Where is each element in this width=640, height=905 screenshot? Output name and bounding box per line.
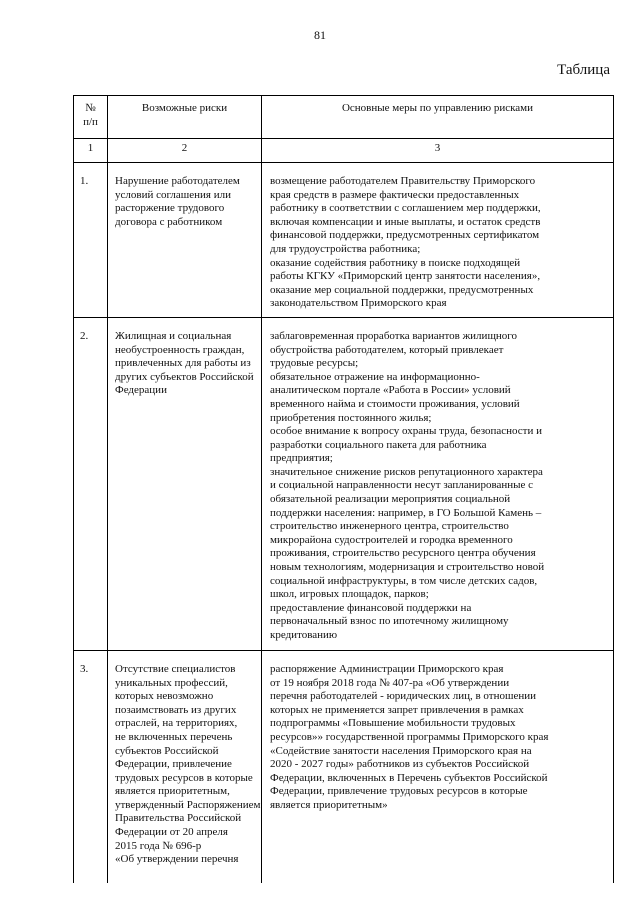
- text-line: поддержки населения: например, в ГО Большой Камень –: [270, 506, 542, 519]
- text-line: разработки социального пакета для работника: [270, 438, 487, 451]
- text-line: уникальных профессий,: [115, 676, 228, 689]
- text-line: отраслей, на территориях,: [115, 717, 238, 730]
- text-line: которых невозможно: [115, 690, 214, 703]
- text-line: работы КГКУ «Приморский центр занятости населения»,: [270, 270, 541, 283]
- text-line: распоряжение Администрации Приморского края: [270, 662, 504, 675]
- text-line: трудовые ресурсы;: [270, 357, 359, 370]
- page-number: 81: [314, 28, 326, 42]
- text-line: 2020 - 2027 годы» работников из субъектов Российской: [270, 758, 530, 771]
- text-line: является приоритетным»: [270, 798, 388, 811]
- text-line: школ, игровых площадок, парков;: [270, 588, 429, 601]
- measures-cell: [262, 650, 614, 883]
- text-line: Отсутствие специалистов: [115, 662, 236, 675]
- text-line: микрорайона судостроителей и городка временного: [270, 533, 513, 546]
- text-line: края средств в размере фактически предоставленных: [270, 188, 520, 201]
- row-number: 1.: [74, 163, 108, 318]
- text-line: «Об утверждении перечня: [115, 853, 239, 866]
- risk-cell: [108, 163, 262, 318]
- text-line: «Содействие занятости населения Приморского края на: [270, 744, 532, 757]
- text-line: предоставление финансовой поддержки на: [270, 601, 472, 614]
- text-line: Жилищная и социальная: [115, 329, 232, 342]
- text-line: обязательное отражение на информационно-: [270, 370, 480, 383]
- text-line: Правительства Российской: [115, 812, 242, 825]
- text-line: которых не применяется запрет привлечения в рамках: [270, 703, 524, 716]
- text-line: Федерации, привлечение трудовых ресурсов в которые: [270, 785, 528, 798]
- table-caption: Таблица: [557, 62, 610, 78]
- text-line: является приоритетным,: [115, 785, 230, 798]
- text-line: не включенных перечень: [115, 730, 233, 743]
- text-line: особое внимание к вопросу охраны труда, безопасности и: [270, 425, 543, 438]
- text-line: Федерации, привлечение: [115, 758, 232, 771]
- text-line: перечня работодателей - юридических лиц, в отношении: [270, 690, 536, 703]
- text-line: приобретения постоянного жилья;: [270, 411, 432, 424]
- text-line: обязательной реализации мероприятия социальной: [270, 493, 511, 506]
- text-line: оказание мер социальной поддержки, предусмотренных: [270, 283, 534, 296]
- text-line: условий соглашения или: [115, 188, 231, 201]
- text-line: проживания, строительство ресурсного центра обучения: [270, 547, 536, 560]
- text-line: первоначальный взнос по ипотечному жилищному: [270, 615, 509, 628]
- text-line: трудовых ресурсов в которые: [115, 771, 253, 784]
- column-index-3: 3: [262, 139, 614, 163]
- header-number-symbol: №: [85, 102, 96, 114]
- measures-cell: [262, 163, 614, 318]
- text-line: социальной инфраструктуры, в том числе детских садов,: [270, 574, 538, 587]
- text-line: значительное снижение рисков репутационного характера: [270, 465, 543, 478]
- header-number: [74, 96, 108, 139]
- row-number: 3.: [74, 650, 108, 883]
- column-index-1: 1: [74, 139, 108, 163]
- column-index-2: 2: [108, 139, 262, 163]
- text-line: и социальной направленности несут запланированные с: [270, 479, 534, 492]
- text-line: включая компенсации и иные выплаты, и остаток средств: [270, 215, 541, 228]
- text-line: позаимствовать из других: [115, 703, 237, 716]
- text-line: аналитическом портале «Работа в России» условий: [270, 384, 511, 397]
- text-line: Федерации от 20 апреля: [115, 826, 228, 839]
- text-line: ресурсов»» государственной программы Приморского края: [270, 730, 549, 743]
- text-line: возмещение работодателем Правительству Приморского: [270, 175, 536, 187]
- text-line: строительство инженерного центра, строительство: [270, 520, 509, 533]
- text-line: необустроенность граждан,: [115, 343, 245, 356]
- header-number-abbrev: п/п: [83, 115, 98, 128]
- header-risks: Возможные риски: [108, 96, 262, 139]
- table-header-row: [74, 96, 614, 139]
- text-line: заблаговременная проработка вариантов жилищного: [270, 329, 518, 342]
- text-line: Федерации, включенных в Перечень субъектов Российской: [270, 771, 548, 784]
- text-line: обустройства работодателем, который привлекает: [270, 343, 504, 356]
- measures-cell: [262, 317, 614, 650]
- text-line: 2015 года № 696-р: [115, 839, 202, 852]
- text-line: оказание содействия работнику в поиске подходящей: [270, 256, 521, 269]
- text-line: других субъектов Российской: [115, 370, 254, 383]
- text-line: временного найма и стоимости проживания, условий: [270, 397, 520, 410]
- text-line: законодательством Приморского края: [270, 297, 447, 310]
- risk-cell: [108, 317, 262, 650]
- column-index-row: [74, 139, 614, 163]
- table-row: [74, 163, 614, 318]
- risk-cell: [108, 650, 262, 883]
- text-line: договора с работником: [115, 215, 223, 228]
- header-measures: Основные меры по управлению рисками: [262, 96, 614, 139]
- text-line: Федерации: [115, 384, 167, 397]
- table-row: [74, 317, 614, 650]
- text-line: финансовой поддержки, предусмотренных сертификатом: [270, 229, 540, 242]
- text-line: субъектов Российской: [115, 744, 219, 757]
- text-line: кредитованию: [270, 629, 338, 641]
- row-number: 2.: [74, 317, 108, 650]
- text-line: новым технологиям, модернизация и строительство новой: [270, 561, 545, 574]
- text-line: для трудоустройства работника;: [270, 242, 421, 255]
- text-line: работнику в соответствии с соглашением мер поддержки,: [270, 202, 541, 215]
- text-line: привлеченных для работы из: [115, 357, 251, 370]
- text-line: подпрограммы «Повышение мобильности трудовых: [270, 717, 516, 730]
- text-line: расторжение трудового: [115, 202, 225, 215]
- table-row: [74, 650, 614, 883]
- risk-management-table: [73, 95, 614, 883]
- text-line: Нарушение работодателем: [115, 175, 240, 187]
- text-line: утвержденный Распоряжением: [115, 798, 261, 811]
- text-line: предприятия;: [270, 452, 333, 465]
- text-line: от 19 ноября 2018 года № 407-ра «Об утверждении: [270, 676, 510, 689]
